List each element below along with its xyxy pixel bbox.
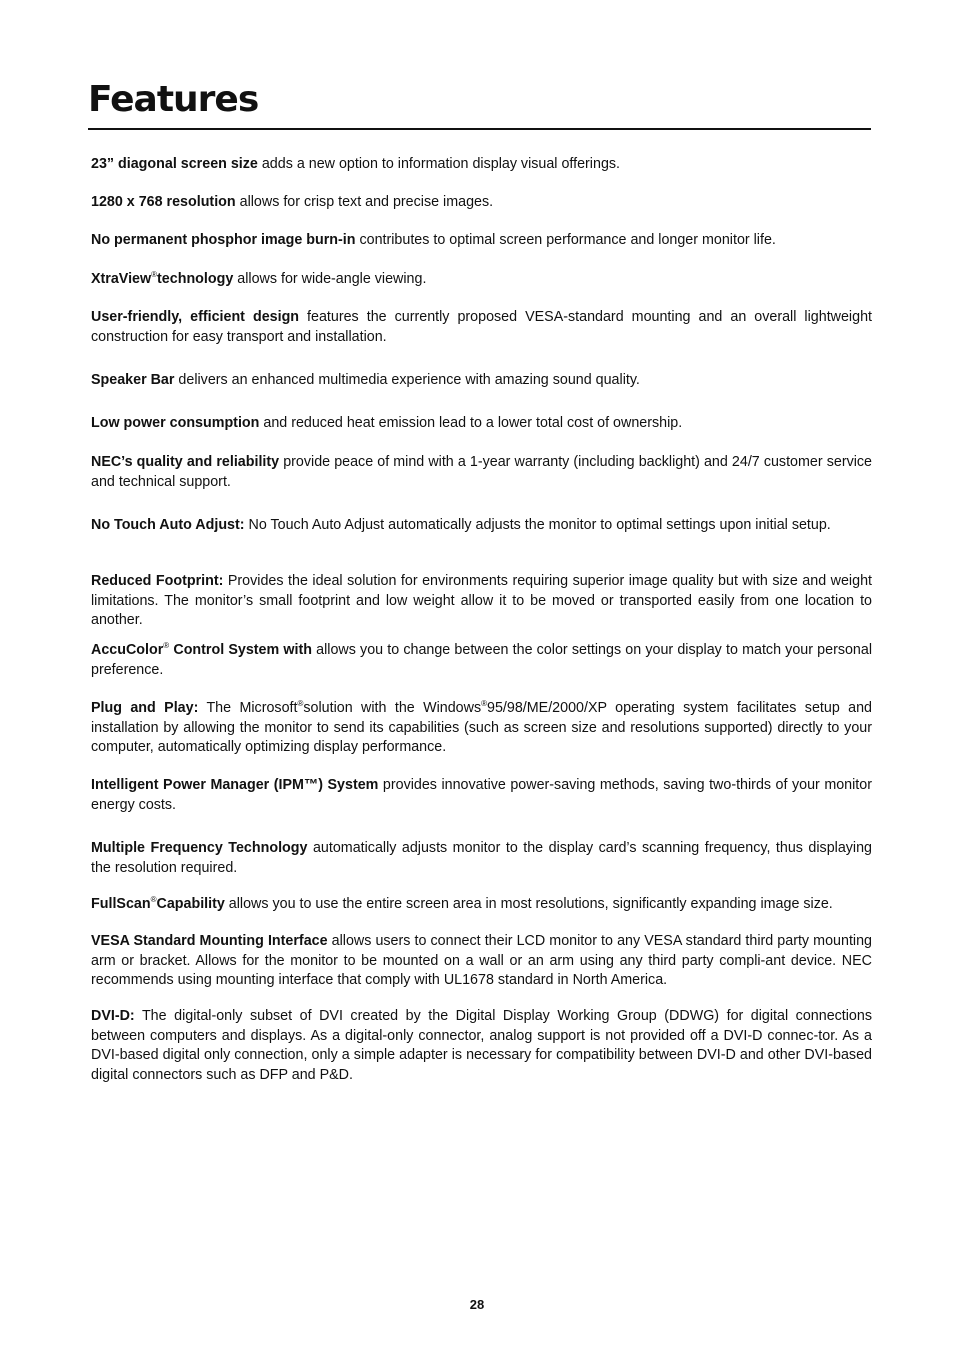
feature-resolution (91, 193, 872, 213)
feature-footprint (91, 572, 872, 631)
feature-description: No Touch Auto Adjust automatically adjusts the monitor to optimal settings upon initial setup. (244, 517, 831, 533)
feature-design (91, 308, 872, 347)
feature-plug-and-play (91, 699, 872, 758)
feature-description: provide peace of mind with a 1-year warranty (including backlight) and 24/7 customer service and technical support. (91, 454, 872, 490)
feature-term: Intelligent Power Manager (IPM™) System (91, 777, 379, 793)
registered-mark: ® (150, 895, 157, 905)
feature-vesa-mounting (91, 932, 872, 991)
feature-description: Provides the ideal solution for environments requiring superior image quality but with size and weight limitations. The monitor’s small footprint and low weight allow it to be moved or transported easily from one location to another. (91, 573, 872, 628)
page-number: 28 (469, 1297, 485, 1312)
feature-quality (91, 453, 872, 492)
feature-ipm (91, 776, 872, 815)
feature-speaker-bar (91, 371, 872, 391)
feature-term: technology (157, 271, 234, 287)
feature-term: Capability (156, 896, 225, 912)
feature-term: Reduced Footprint: (91, 573, 224, 589)
feature-term: 23” diagonal screen size (91, 156, 258, 172)
feature-description: The Microsoft (198, 700, 298, 716)
title-divider (88, 128, 871, 130)
feature-description: automatically adjusts monitor to the display card’s scanning frequency, thus displaying the resolution required. (91, 840, 873, 876)
feature-term: XtraView (91, 271, 152, 287)
registered-mark: ® (297, 699, 304, 709)
feature-description: allows for wide-angle viewing. (233, 271, 427, 287)
feature-term: AccuColor (91, 642, 164, 658)
feature-term: FullScan (91, 896, 151, 912)
feature-screen-size (91, 155, 872, 175)
page-title: Features (88, 79, 259, 120)
feature-description: features the currently proposed VESA-standard mounting and an overall lightweight construction for easy transport and installation. (91, 309, 872, 345)
feature-term: Control System with (169, 642, 312, 658)
feature-term: Low power consumption (91, 415, 260, 431)
feature-term: VESA Standard Mounting Interface (91, 933, 328, 949)
feature-term: No Touch Auto Adjust: (91, 517, 245, 533)
feature-term: 1280 x 768 resolution (91, 194, 236, 210)
feature-dvi-d (91, 1007, 872, 1085)
feature-multiple-frequency (91, 839, 872, 878)
feature-description: provides innovative power-saving methods, saving two-thirds of your monitor energy costs. (91, 777, 872, 813)
feature-auto-adjust (91, 516, 872, 536)
feature-description: contributes to optimal screen performance and longer monitor life. (355, 232, 776, 248)
feature-description: solution with the Windows (303, 700, 482, 716)
feature-description: adds a new option to information display visual offerings. (257, 156, 621, 172)
feature-description: allows you to use the entire screen area in most resolutions, significantly expanding image size. (224, 896, 833, 912)
feature-description: delivers an enhanced multimedia experience with amazing sound quality. (174, 372, 640, 388)
feature-term: Multiple Frequency Technology (91, 840, 308, 856)
feature-term: Speaker Bar (91, 372, 175, 388)
registered-mark: ® (151, 270, 158, 280)
feature-term: No permanent phosphor image burn-in (91, 232, 356, 248)
feature-burn-in (91, 231, 872, 251)
feature-description: allows you to change between the color settings on your display to match your personal preference. (91, 642, 873, 678)
feature-description: and reduced heat emission lead to a lower total cost of ownership. (259, 415, 683, 431)
feature-term: Plug and Play: (91, 700, 199, 716)
registered-mark: ® (481, 699, 488, 709)
feature-power-consumption (91, 414, 872, 434)
feature-term: User-friendly, efficient design (91, 309, 300, 325)
feature-term: DVI-D: (91, 1008, 135, 1024)
feature-description: allows for crisp text and precise images. (235, 194, 494, 210)
feature-description: The digital-only subset of DVI created by the Digital Display Working Group (DDWG) for digital connections between computers and displays. As a digital-only connector, analog support is not provided off a DVI-D connec-tor. As a DVI-based digital only connection, only a simple adapter is necessary for compatibility between DVI-D and other DVI-based digital connectors such as DFP and P&D. (91, 1008, 872, 1083)
feature-xtraview (91, 270, 872, 290)
feature-description: 95/98/ME/2000/XP operating system facilitates setup and installation by allowing the monitor to send its capabilities (such as screen size and resolutions supported) directly to your computer, automatically optimizing display performance. (91, 700, 873, 755)
feature-term: NEC’s quality and reliability (91, 454, 280, 470)
registered-mark: ® (163, 641, 170, 651)
feature-accucolor (91, 641, 872, 680)
feature-fullscan (91, 895, 872, 915)
feature-description: allows users to connect their LCD monitor to any VESA standard third party mounting arm or bracket. Allows for the monitor to be mounted on a wall or an arm using any third party compli-ant device. NEC recommends using mounting interface that comply with UL1678 standard in North America. (91, 933, 872, 988)
